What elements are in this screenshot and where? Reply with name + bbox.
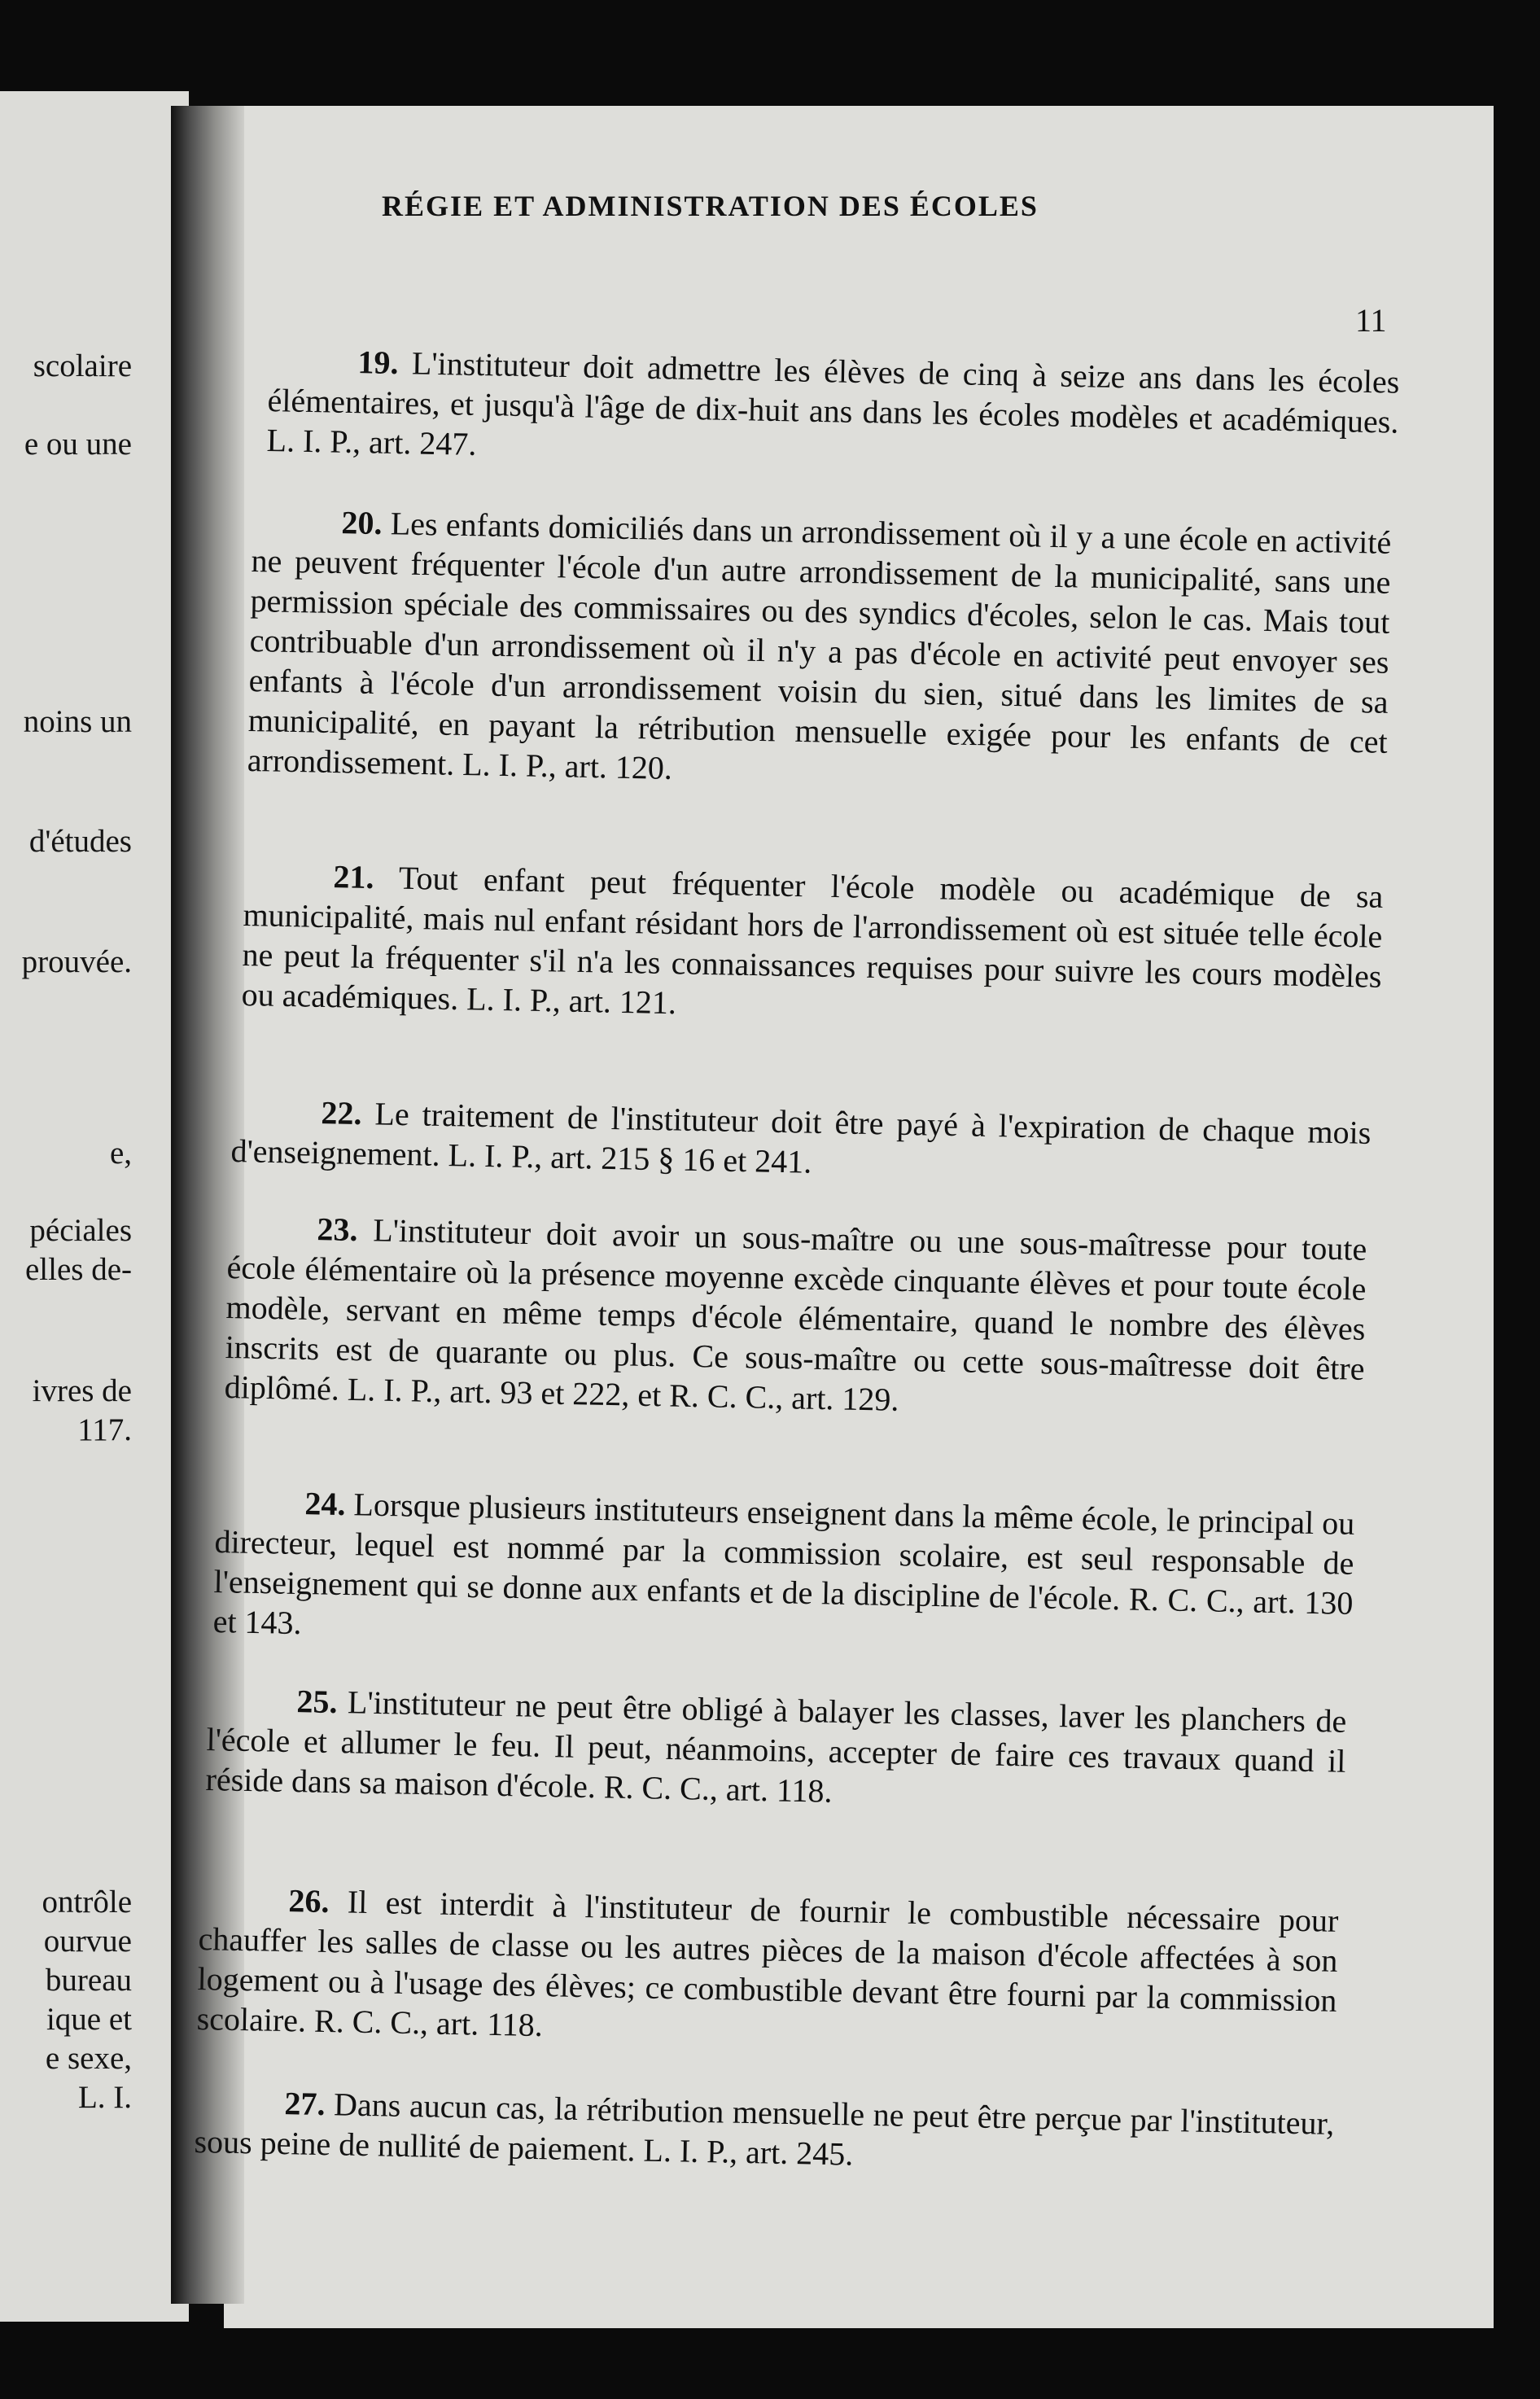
article-text: Dans aucun cas, la rétribution mensuelle ne peut être perçue par l'instituteur, sous peine de nullité de paiement. L. I. P., art. 245. (194, 2086, 1335, 2173)
article-number: 20. (341, 504, 383, 542)
left-fragment: e ou une (24, 427, 132, 462)
article-text: L'instituteur ne peut être obligé à balayer les classes, laver les planchers de l'école et allumer le feu. Il peut, néanmoins, accepter de faire ces travaux quand il réside dans sa maison d'école. R. C. C., art. 118. (205, 1683, 1347, 1810)
left-fragment: prouvée. (21, 944, 132, 979)
left-facing-page (0, 91, 189, 2322)
article-number: 22. (321, 1094, 362, 1132)
article-number: 24. (304, 1485, 346, 1523)
article-24 (212, 1482, 1355, 1663)
left-fragment: d'études (28, 824, 132, 859)
left-fragment: scolaire (33, 348, 132, 383)
running-head: RÉGIE ET ADMINISTRATION DES ÉCOLES (382, 190, 1039, 222)
article-text: L'instituteur doit avoir un sous-maître ou une sous-maîtresse pour toute école élémentaire où la présence moyenne excède cinquante élèves et pour toute école modèle, servant en même temps d'école élémentaire, quand le nombre des élèves inscrits est de quarante ou plus. Ce sous-maître ou cette sous-maîtresse doit être diplômé. L. I. P., art. 93 et 222, et R. C. C., art. 129. (224, 1211, 1367, 1418)
article-text: Tout enfant peut fréquenter l'école modèle ou académique de sa municipalité, mais nul enfant résidant hors de l'arrondissement où est située telle école ne peut la fréquenter s'il n'a les connaissances requises pour suivre les cours modèles ou académiques. L. I. P., art. 121. (241, 859, 1384, 1022)
article-23 (224, 1207, 1367, 1429)
left-fragment: 117. (77, 1412, 132, 1447)
article-number: 27. (284, 2085, 326, 2123)
article-number: 21. (333, 858, 374, 896)
article-21 (241, 855, 1384, 1036)
left-fragment: ivres de (32, 1373, 132, 1408)
left-fragment: elles de- (24, 1252, 132, 1287)
left-fragment: e, (109, 1136, 132, 1171)
article-26 (196, 1879, 1339, 2060)
article-25 (205, 1679, 1347, 1821)
left-fragment: ourvue (43, 1924, 132, 1959)
left-fragment: bureau (45, 1963, 132, 1998)
left-fragment: e sexe, (45, 2041, 132, 2076)
left-fragment: péciales (29, 1213, 132, 1248)
article-20 (247, 501, 1391, 802)
article-text: Il est interdit à l'instituteur de fournir le combustible nécessaire pour chauffer les salles de classe ou les autres pièces de la maison d'école affectées à son logement ou à l'usage des élèves; ce combustible devant être fourni par la commission scolaire. R. C. C., art. 118. (196, 1883, 1339, 2044)
article-text: Lorsque plusieurs instituteurs enseignent dans la même école, le principal ou directeur, lequel est nommé par la commission scolaire, est seul responsable de l'enseignement qui se donne aux enfants et de la discipline de l'école. R. C. C., art. 130 et 143. (212, 1486, 1355, 1642)
article-number: 25. (296, 1683, 338, 1721)
left-fragment: L. I. (77, 2080, 132, 2115)
article-number: 19. (357, 344, 399, 382)
article-number: 26. (288, 1882, 330, 1920)
article-text: Le traitement de l'instituteur doit être payé à l'expiration de chaque mois d'enseignement. L. I. P., art. 215 § 16 et 241. (230, 1095, 1372, 1180)
page-number: 11 (1355, 302, 1387, 339)
left-fragment: ontrôle (42, 1885, 132, 1920)
article-text: L'instituteur doit admettre les élèves de cinq à seize ans dans les écoles élémentaires, et jusqu'à l'âge de dix-huit ans dans les écoles modèles et académiques. L. I. P., art. 247. (266, 344, 1400, 462)
article-19 (266, 340, 1400, 482)
left-fragment: ique et (46, 2002, 132, 2037)
article-text: Les enfants domiciliés dans un arrondissement où il y a une école en activité ne peuvent fréquenter l'école d'un autre arrondissement de la municipalité, sans une permission spéciale des commissaires ou des syndics d'écoles, selon le cas. Mais tout contribuable d'un arrondissement où il n'y a pas d'école en activité peut envoyer ses enfants à l'école d'un arrondissement voisin du sien, situé dans les limites de sa municipalité, en payant la rétribution mensuelle exigée pour les enfants de cet arrondissement. L. I. P., art. 120. (247, 505, 1392, 786)
left-fragment: noins un (23, 704, 132, 739)
article-number: 23. (317, 1210, 358, 1249)
